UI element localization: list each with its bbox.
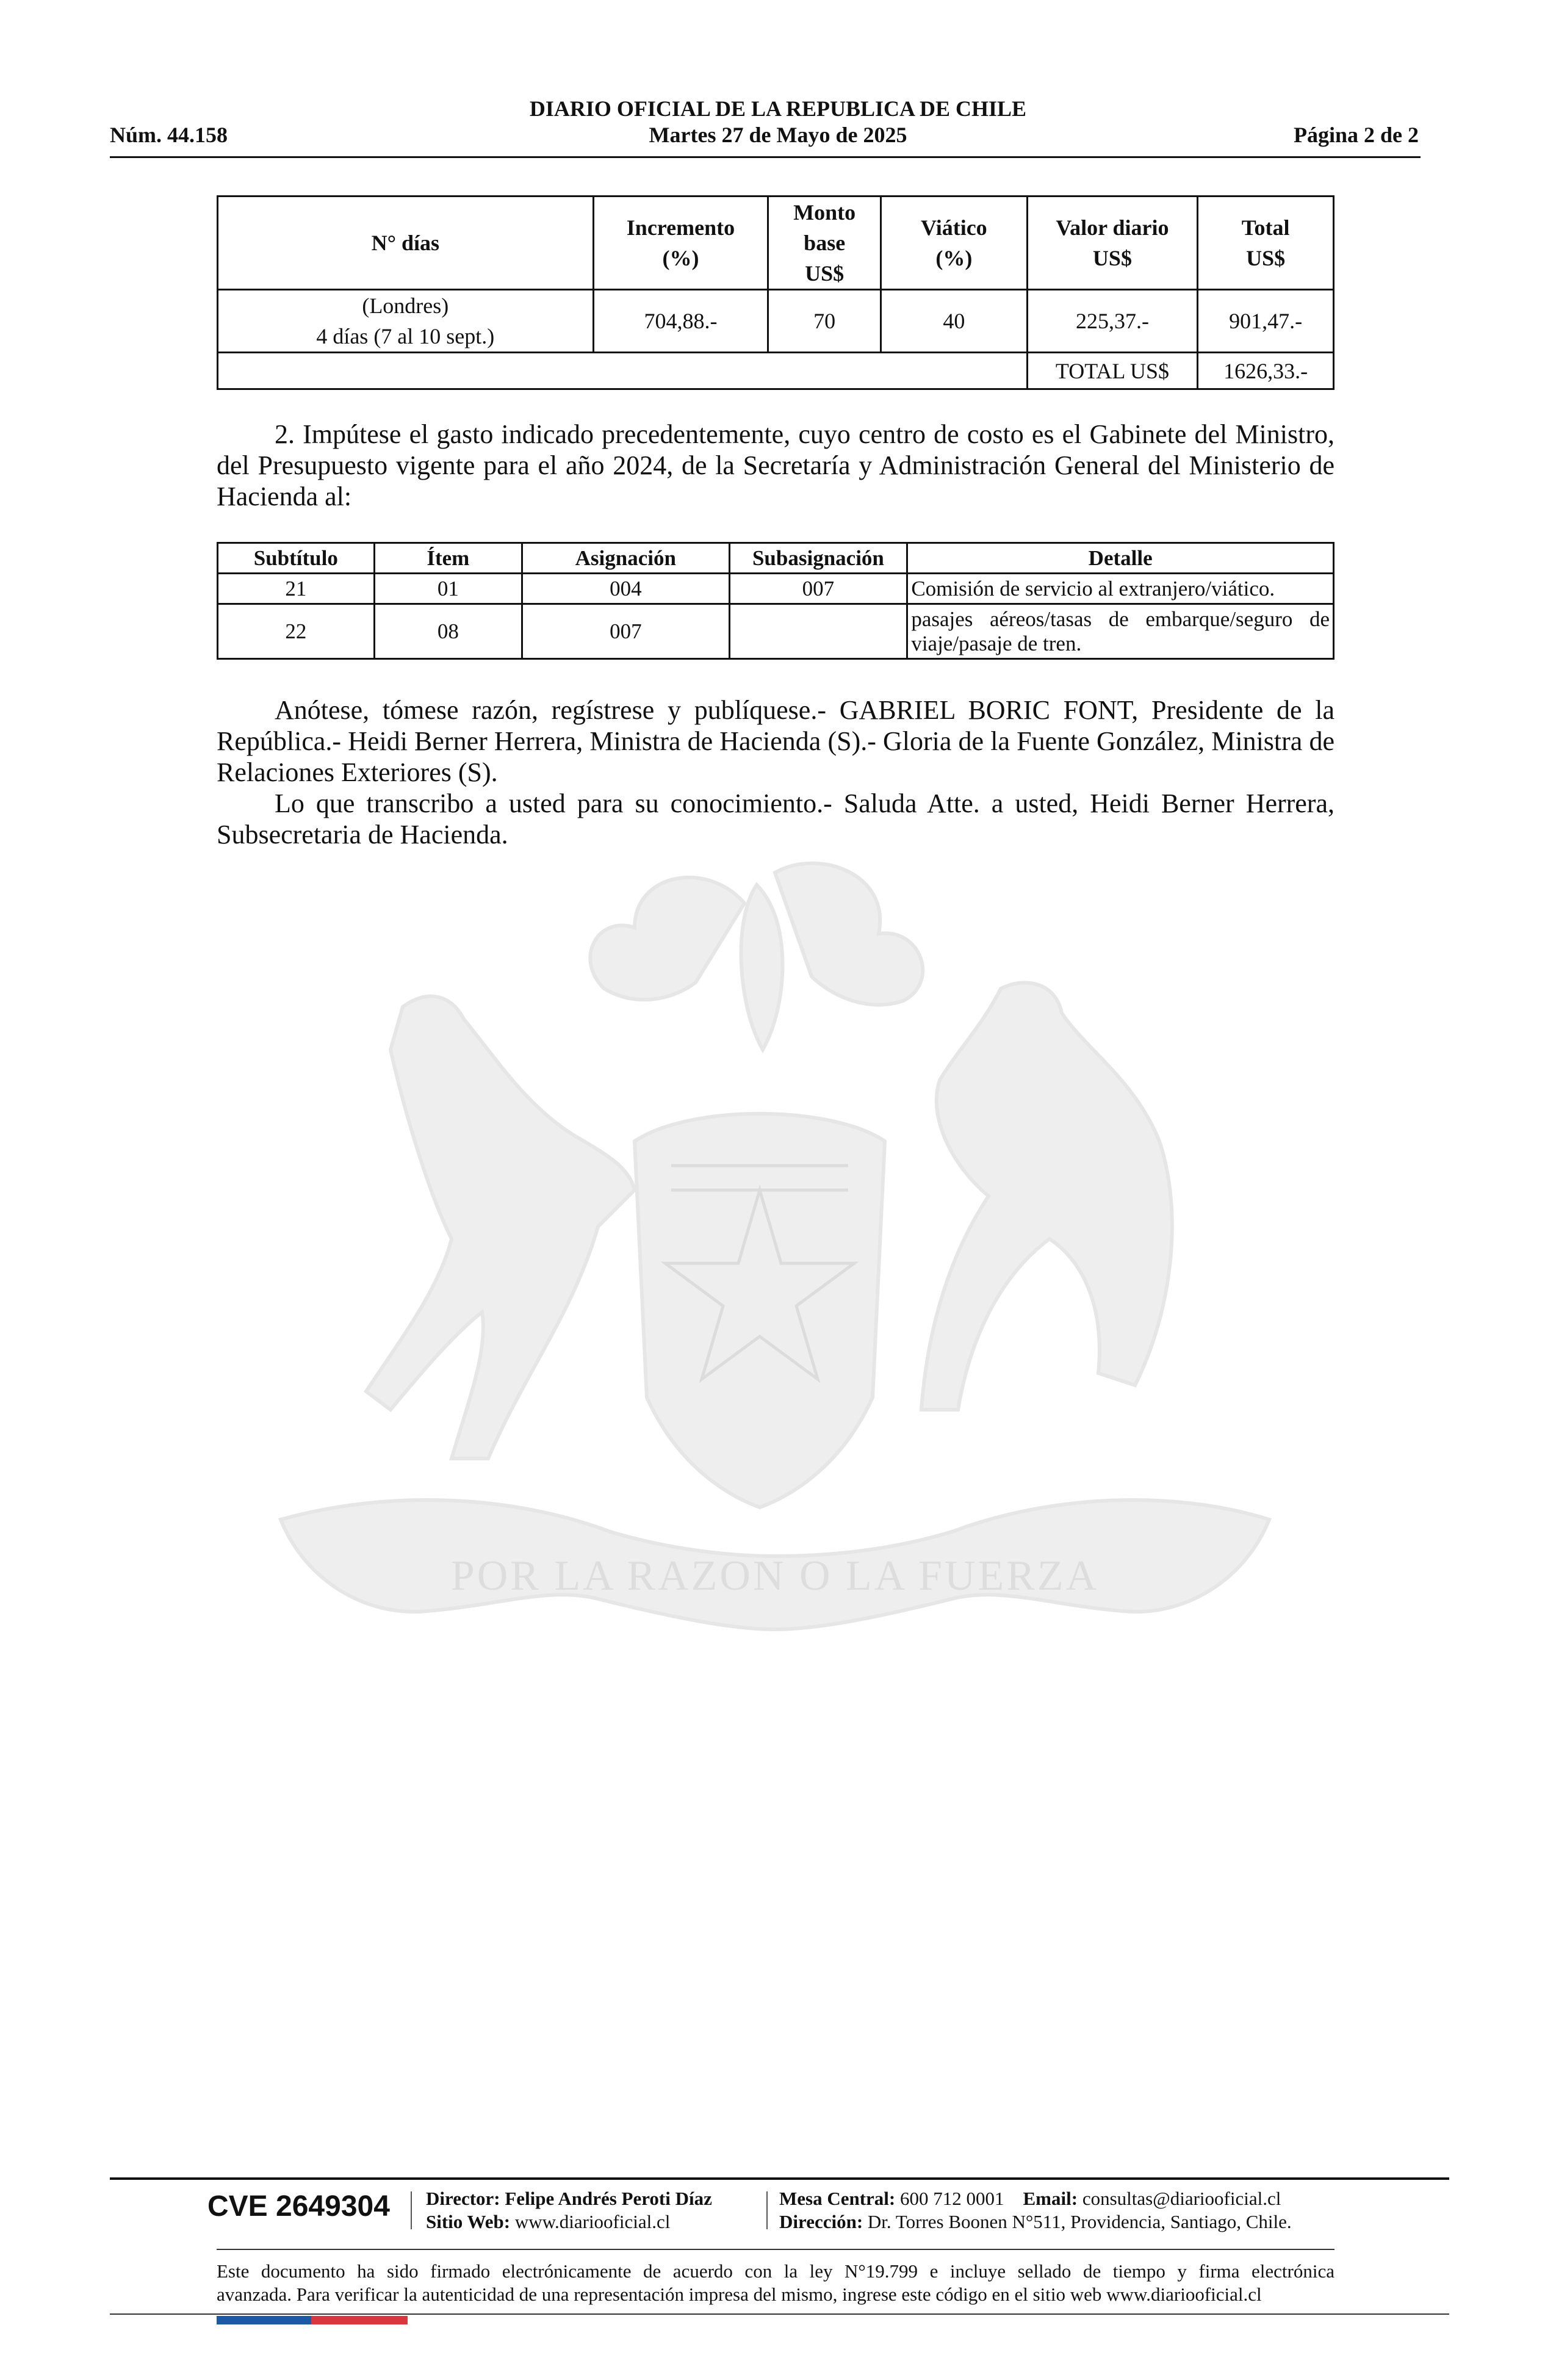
director-line: Director: Felipe Andrés Peroti Díaz [426, 2188, 712, 2209]
paragraph-anotese: Anótese, tómese razón, regístrese y publíquese.- GABRIEL BORIC FONT, Presidente de la República.- Heidi Berner Herrera, Ministra de Hacienda (S).- Gloria de la Fuente González, Ministra de Relaciones Exteriores (S). [217, 695, 1334, 787]
coat-of-arms-icon [207, 848, 1342, 1666]
header-viatico: Viático (%) [881, 197, 1028, 290]
footer-divider [217, 2249, 1334, 2250]
table-row [218, 290, 1334, 353]
paragraph-transcribo: Lo que transcribo a usted para su conocimiento.- Saluda Atte. a usted, Heidi Berner Herrera, Subsecretaria de Hacienda. [217, 788, 1334, 849]
cell-dias: (Londres) 4 días (7 al 10 sept.) [218, 290, 594, 353]
cell-detalle: pasajes aéreos/tasas de embarque/seguro de viaje/pasaje de tren. [907, 604, 1334, 659]
cell-subasignacion: 007 [729, 574, 907, 604]
website-line: Sitio Web: www.diariooficial.cl [426, 2211, 671, 2232]
flag-stripe-red [311, 2316, 408, 2324]
header-incremento: Incremento (%) [593, 197, 768, 290]
page-indicator: Página 2 de 2 [1293, 123, 1419, 147]
table-row [218, 574, 1334, 604]
header-valor-diario: Valor diario US$ [1027, 197, 1198, 290]
signature-note: Este documento ha sido firmado electrónicamente de acuerdo con la ley N°19.799 e incluye sellado de tiempo y firma electrónica [217, 2260, 1334, 2282]
total-value: 1626,33.- [1198, 353, 1334, 389]
total-label: TOTAL US$ [1027, 353, 1198, 389]
table-header-row [218, 543, 1334, 574]
address-line: Dirección: Dr. Torres Boonen N°511, Providencia, Santiago, Chile. [779, 2211, 1292, 2232]
cell-total: 901,47.- [1198, 290, 1334, 353]
cell-viatico: 40 [881, 290, 1028, 353]
header-monto-base: Monto base US$ [768, 197, 881, 290]
footer-divider [110, 2177, 1449, 2180]
cell-item: 08 [374, 604, 522, 659]
cell-empty [218, 353, 1028, 389]
header-subasignacion: Subasignación [729, 543, 907, 574]
gazette-title: DIARIO OFICIAL DE LA REPUBLICA DE CHILE [529, 96, 1027, 121]
cell-detalle: Comisión de servicio al extranjero/viático. [907, 574, 1334, 604]
cell-item: 01 [374, 574, 522, 604]
cell-subasignacion [729, 604, 907, 659]
cell-asignacion: 007 [522, 604, 729, 659]
cell-asignacion: 004 [522, 574, 729, 604]
signature-note: avanzada. Para verificar la autenticidad de una representación impresa del mismo, ingrese este código en el sitio web www.diariooficial.cl [217, 2284, 1262, 2305]
cell-valor: 225,37.- [1027, 290, 1198, 353]
footer-separator [411, 2191, 412, 2229]
issue-number: Núm. 44.158 [110, 123, 228, 147]
email-link[interactable]: consultas@diariooficial.cl [1082, 2188, 1281, 2209]
table-header-row [218, 197, 1334, 290]
header-divider [110, 156, 1421, 158]
header-dias: N° días [218, 197, 594, 290]
cell-incremento: 704,88.- [593, 290, 768, 353]
issue-date: Martes 27 de Mayo de 2025 [649, 123, 907, 147]
budget-table [217, 542, 1334, 660]
viatico-table [217, 195, 1334, 390]
paragraph-imputese: 2. Impútese el gasto indicado precedentemente, cuyo centro de costo es el Gabinete del Ministro, del Presupuesto vigente para el año 2024, de la Secretaría y Administración General del Ministerio de Hacienda al: [217, 419, 1334, 511]
footer-separator [766, 2191, 768, 2229]
header-detalle: Detalle [907, 543, 1334, 574]
header-total: Total US$ [1198, 197, 1334, 290]
cell-monto: 70 [768, 290, 881, 353]
flag-stripe-blue [217, 2316, 311, 2324]
cve-code: CVE 2649304 [207, 2190, 390, 2223]
motto-text: POR LA RAZON O LA FUERZA [450, 1552, 1100, 1599]
contact-line: Mesa Central: 600 712 0001 Email: consultas@diariooficial.cl [779, 2188, 1281, 2209]
website-link[interactable]: www.diariooficial.cl [514, 2211, 671, 2232]
cell-subtitulo: 22 [218, 604, 375, 659]
header-subtitulo: Subtítulo [218, 543, 375, 574]
header-asignacion: Asignación [522, 543, 729, 574]
header-item: Ítem [374, 543, 522, 574]
cell-subtitulo: 21 [218, 574, 375, 604]
footer-divider [110, 2313, 1449, 2315]
table-row [218, 604, 1334, 659]
table-total-row [218, 353, 1334, 389]
